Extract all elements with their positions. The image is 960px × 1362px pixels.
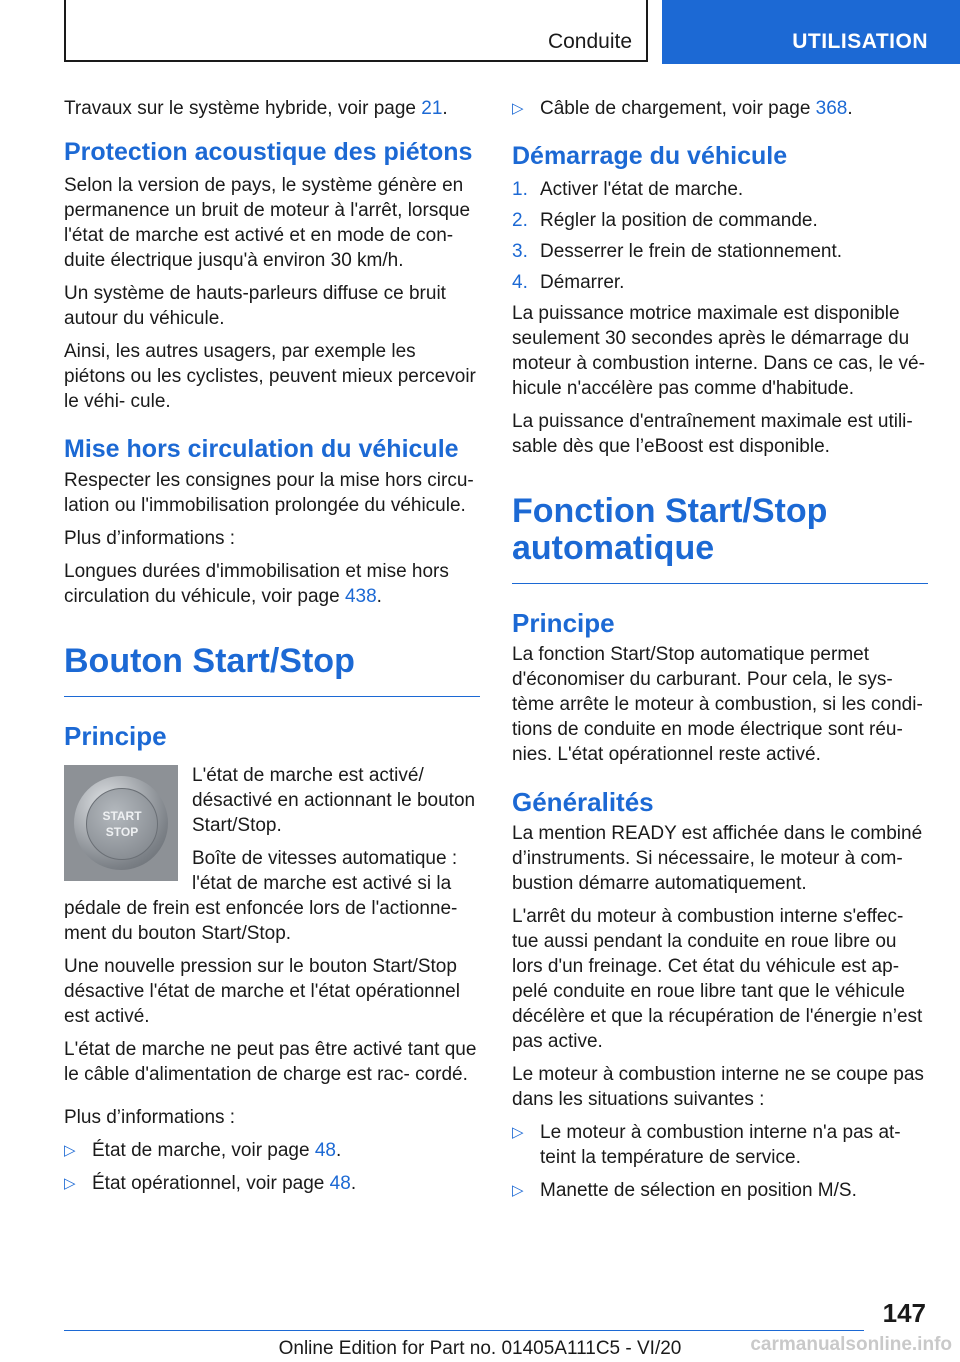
decommission-reference: Longues durées d'immobilisation et mise hors circulation du véhicule, voir page 438. [64, 561, 449, 607]
triangle-bullet-icon: ▷ [64, 1175, 76, 1192]
general-paragraph-3: Le moteur à combustion interne ne se coupe pas dans les situations suivantes : [512, 1064, 924, 1110]
acoustic-paragraph-1: Selon la version de pays, le système génère en permanence un bruit de moteur à l'arrêt, lorsque l'état de marche est activé et en mode de con- duite électrique jusqu'à environ 30 km/h. [64, 175, 471, 271]
header-tab-label: UTILISATION [792, 30, 928, 53]
start-stop-button-image [64, 765, 178, 881]
heading-vehicle-start: Démarrage du véhicule [512, 142, 788, 170]
page-link-368[interactable]: 368 [815, 98, 848, 119]
decommission-paragraph-1: Respecter les consignes pour la mise hors circu- lation ou l'immobilisation prolongée du véhicule. [64, 470, 474, 516]
heading-auto-start-stop: Fonction Start/Stop automatique [512, 492, 828, 567]
section-divider [64, 696, 480, 697]
list-item: ▷ État opérationnel, voir page 48. [64, 1173, 357, 1194]
general-paragraph-1: La mention READY est affichée dans le combiné d’instruments. Si nécessaire, le moteur à com- bustion démarre automatiquement. [512, 823, 923, 894]
footer-divider [64, 1330, 864, 1331]
page-link-48[interactable]: 48 [329, 1173, 351, 1194]
list-item: ▷ Le moteur à combustion interne n'a pas at- teint la température de service. [512, 1122, 901, 1168]
left-column [64, 96, 480, 1196]
decommission-more-info: Plus d’informations : [64, 528, 236, 549]
principle-more-info: Plus d’informations : [64, 1107, 236, 1128]
general-paragraph-2: L'arrêt du moteur à combustion interne s'effec- tue aussi pendant la conduite en roue libre ou lors d'un freinage. Cet état du véhicule est ap- pelé conduite en roue libre tant que le véhicule décélère et que la récupération de l'énergie n’est pas active. [512, 906, 923, 1052]
step-item: 2. Régler la position de commande. [512, 210, 818, 231]
triangle-bullet-icon: ▷ [512, 100, 524, 117]
heading-start-stop-button: Bouton Start/Stop [64, 642, 355, 680]
triangle-bullet-icon: ▷ [512, 1124, 524, 1141]
heading-principle-left: Principe [64, 721, 167, 751]
heading-principle-right: Principe [512, 608, 615, 638]
page-number: 147 [882, 1298, 926, 1328]
section-divider [512, 583, 928, 584]
list-item: ▷ État de marche, voir page 48. [64, 1140, 342, 1161]
principle-block [64, 763, 480, 1087]
right-column [512, 96, 928, 1203]
hybrid-reference: Travaux sur le système hybride, voir page 21. [64, 98, 448, 119]
principle-paragraph-2: Boîte de vitesses automatique : l'état de marche est activé si la pédale de frein est enfoncée lors de l'actionne- ment du bouton Start/Stop. [64, 848, 458, 944]
header-section-title: Conduite [547, 30, 632, 53]
triangle-bullet-icon: ▷ [512, 1182, 524, 1199]
start-paragraph-1: La puissance motrice maximale est disponible seulement 30 secondes après le démarrage du moteur à combustion interne. Dans ce cas, le vé- hicule n'accélère pas comme d'habitude. [512, 303, 925, 399]
footer-edition: Online Edition for Part no. 01405A111C5 - VI/20 [278, 1338, 682, 1359]
acoustic-paragraph-2: Un système de hauts-parleurs diffuse ce bruit autour du véhicule. [64, 283, 446, 329]
step-item: 1. Activer l'état de marche. [512, 179, 744, 200]
principle-paragraph-4: L'état de marche ne peut pas être activé tant que le câble d'alimentation de charge est rac- cordé. [64, 1039, 477, 1085]
heading-decommission: Mise hors circulation du véhicule [64, 435, 459, 463]
start-stop-button-icon: START STOP [74, 776, 168, 870]
header-tab[interactable] [662, 0, 960, 64]
heading-acoustic-protection: Protection acoustique des piétons [64, 138, 473, 166]
start-paragraph-2: La puissance d'entraînement maximale est utili- sable dès que l’eBoost est disponible. [512, 411, 913, 457]
principle-paragraph-1: L'état de marche est activé/ désactivé en actionnant le bouton Start/Stop. [192, 765, 476, 836]
heading-general: Généralités [512, 787, 654, 817]
watermark: carmanualsonline.info [750, 1334, 952, 1355]
list-item: ▷ Manette de sélection en position M/S. [512, 1180, 857, 1201]
principle-paragraph-3: Une nouvelle pression sur le bouton Start/Stop désactive l'état de marche et l'état opérationnel est activé. [64, 956, 460, 1027]
page-link-438[interactable]: 438 [344, 586, 377, 607]
step-item: 4. Démarrer. [512, 272, 625, 293]
step-item: 3. Desserrer le frein de stationnement. [512, 241, 843, 262]
triangle-bullet-icon: ▷ [64, 1142, 76, 1159]
function-paragraph-1: La fonction Start/Stop automatique permet d'économiser du carburant. Pour cela, le sys- tème arrête le moteur à combustion, si les condi- tions de conduite en mode électrique sont réu- nies. L'état opérationnel reste activé. [512, 644, 923, 765]
acoustic-paragraph-3: Ainsi, les autres usagers, par exemple les piétons ou les cyclistes, peuvent mieux percevoir le véhi- cule. [64, 341, 476, 412]
page-link-21[interactable]: 21 [421, 98, 443, 119]
page-link-48[interactable]: 48 [314, 1140, 336, 1161]
list-item: ▷ Câble de chargement, voir page 368. [512, 98, 853, 119]
header-section-box [64, 0, 648, 62]
